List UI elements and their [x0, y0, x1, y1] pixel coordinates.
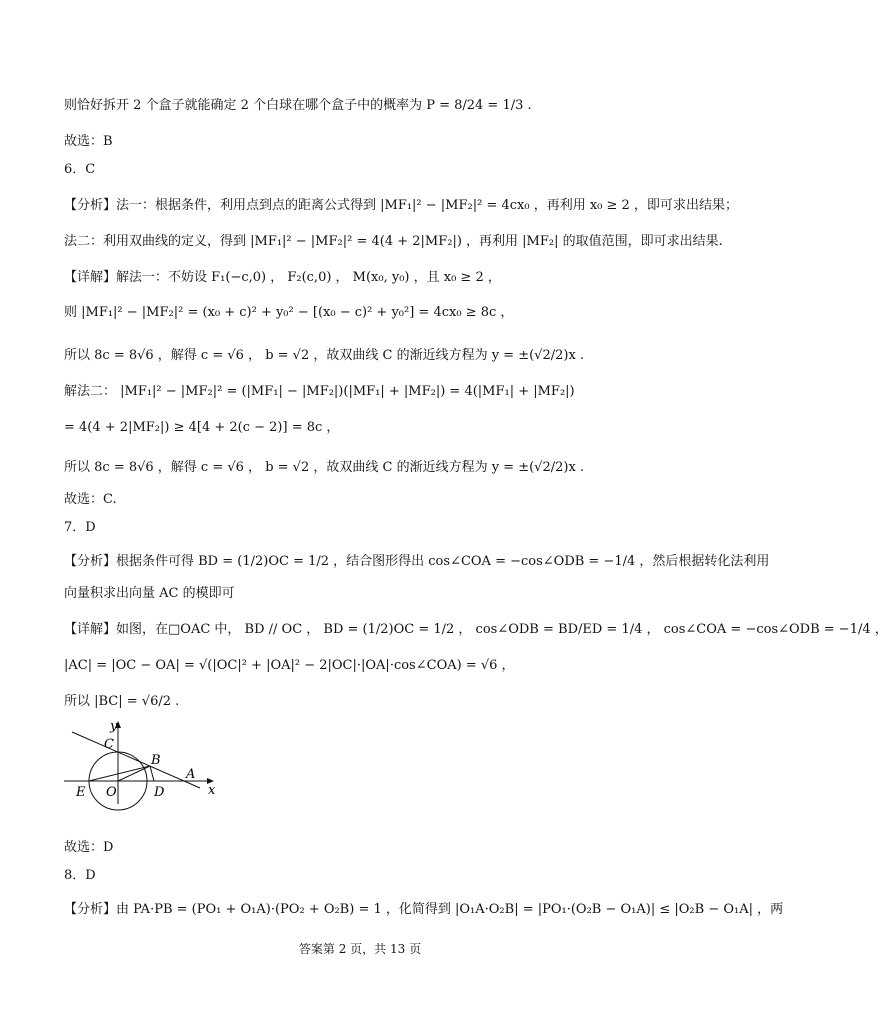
text-line-8: 所以 8c = 8√6 ，解得 c = √6 ， b = √2 ，故双曲线 C 的渐近线方程为 y = ±(√2/2)x .	[64, 348, 585, 363]
text-line-14: 【分析】根据条件可得 BD = (1/2)OC = 1/2 ，结合图形得出 cos∠COA = −cos∠ODB = −1/4 ，然后根据转化法利用	[64, 554, 770, 569]
label-D: D	[154, 785, 165, 800]
text-line-4: 【分析】法一：根据条件，利用点到点的距离公式得到 |MF₁|² − |MF₂|² = 4cx₀ ，再利用 x₀ ≥ 2 ，即可求出结果；	[64, 198, 738, 213]
text-line-5: 法二：利用双曲线的定义，得到 |MF₁|² − |MF₂|² = 4(4 + 2|MF₂|) ，再利用 |MF₂| 的取值范围，即可求出结果.	[64, 234, 723, 249]
label-C: C	[104, 737, 114, 752]
text-line-21: 【分析】由 PA·PB = (PO₁ + O₁A)·(PO₂ + O₂B) = 1 ，化简得到 |O₁A·O₂B| = |PO₁·(O₂B − O₁A)| ≤ |O₂B − O₁A| ，两	[64, 902, 784, 917]
text-line-18: 所以 |BC| = √6/2 .	[64, 694, 180, 709]
text-line-16: 【详解】如图，在□OAC 中， BD // OC ， BD = (1/2)OC = 1/2 ， cos∠ODB = BD/ED = 1/4 ， cos∠COA = −cos∠ODB = −1/4 ，	[64, 622, 888, 637]
geometry-figure	[64, 718, 224, 804]
label-y: y	[110, 719, 118, 734]
label-B: B	[151, 753, 161, 768]
text-line-10: = 4(4 + 2|MF₂|) ≥ 4[4 + 2(c − 2)] = 8c ，	[64, 420, 340, 435]
text-line-17: |AC| = |OC − OA| = √(|OC|² + |OA|² − 2|OC|·|OA|·cos∠COA) = √6 ，	[64, 658, 515, 673]
label-A: A	[186, 767, 196, 782]
text-line-9: 解法二： |MF₁|² − |MF₂|² = (|MF₁| − |MF₂|)(|MF₁| + |MF₂|) = 4(|MF₁| + |MF₂|)	[64, 384, 575, 399]
text-line-11: 所以 8c = 8√6 ，解得 c = √6 ， b = √2 ，故双曲线 C 的渐近线方程为 y = ±(√2/2)x .	[64, 460, 585, 475]
text-line-3: 6．C	[64, 162, 96, 177]
text-line-19: 故选：D	[64, 840, 114, 855]
text-line-12: 故选：C.	[64, 492, 117, 507]
text-line-6: 【详解】解法一：不妨设 F₁(−c,0) ， F₂(c,0) ， M(x₀, y₀) ，且 x₀ ≥ 2 ，	[64, 270, 501, 285]
label-E: E	[76, 785, 86, 800]
label-x: x	[208, 783, 216, 798]
text-line-20: 8．D	[64, 868, 96, 883]
label-O: O	[106, 785, 117, 800]
text-line-13: 7．D	[64, 520, 96, 535]
text-line-15: 向量积求出向量 AC 的模即可	[64, 586, 235, 601]
page-footer: 答案第 2 页，共 13 页	[298, 942, 422, 956]
text-line-2: 故选：B	[64, 134, 113, 149]
text-line-1: 则恰好拆开 2 个盒子就能确定 2 个白球在哪个盒子中的概率为 P = 8/24 = 1/3 .	[64, 98, 532, 113]
text-line-7: 则 |MF₁|² − |MF₂|² = (x₀ + c)² + y₀² − [(x₀ − c)² + y₀²] = 4cx₀ ≥ 8c ，	[64, 305, 514, 320]
